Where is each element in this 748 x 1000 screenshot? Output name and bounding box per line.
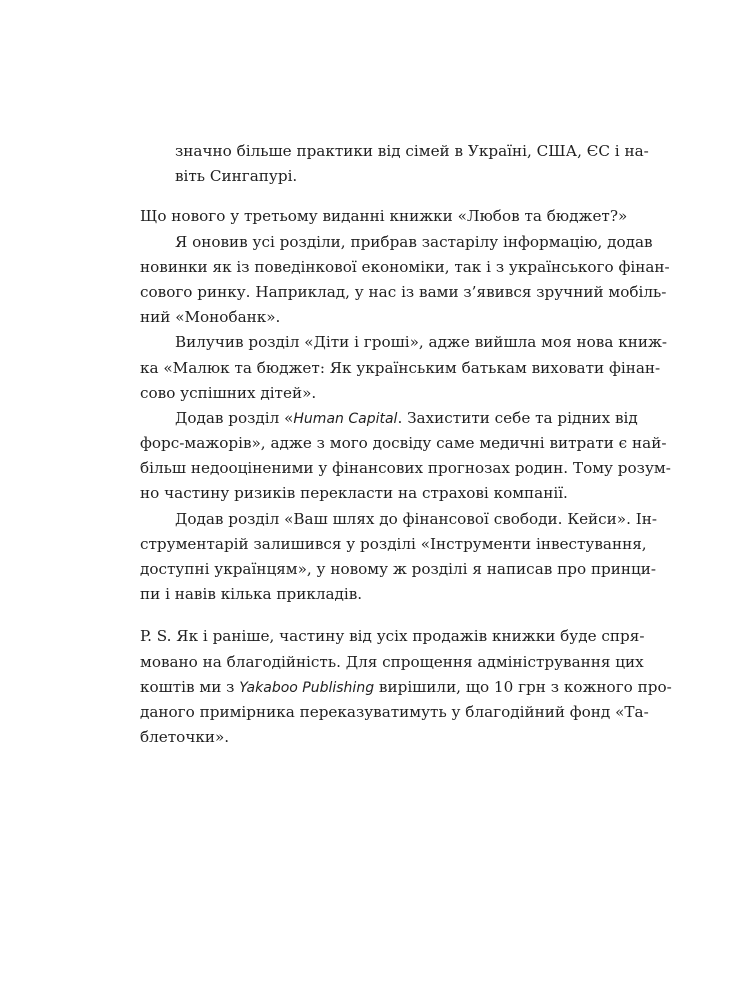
continuation-paragraph	[140, 139, 649, 189]
text-segment: коштів ми з	[140, 677, 240, 696]
text-line: пи і навів кілька прикладів.	[140, 585, 363, 604]
text-line: більш недооціненими у фінансових прогнозах родин. Тому розум-	[140, 459, 671, 478]
section-heading: Що нового у третьому виданні книжки «Любов та бюджет?»	[140, 207, 628, 226]
text-line: віть Сингапурі.	[175, 167, 298, 186]
text-line: P. S. Як і раніше, частину від усіх продажів книжки буде спря-	[140, 627, 645, 646]
spacer	[140, 189, 612, 204]
text-line: сового ринку. Наприклад, у нас із вами з’явився зручний мобіль-	[140, 282, 667, 301]
text-segment: Додав розділ «	[175, 408, 294, 427]
postscript	[140, 624, 672, 750]
text-line: Вилучив розділ «Діти і гроші», адже вийшла моя нова книж-	[175, 333, 668, 352]
text-line: мовано на благодійність. Для спрощення адміністрування цих	[140, 652, 644, 671]
text-line: ний «Монобанк».	[140, 308, 281, 327]
text-segment: . Захистити себе та рідних від	[397, 408, 638, 427]
text-line: значно більше практики від сімей в Україні, США, ЄС і на-	[175, 142, 649, 160]
italic-title: Human Capital	[293, 410, 398, 427]
paragraph-human-capital	[140, 406, 671, 507]
text-line: ка «Малюк та бюджет: Як українським батькам виховати фінан-	[140, 358, 661, 377]
text-line: новинки як із поведінкової економіки, так і з українського фінан-	[140, 257, 670, 276]
paragraph-financial-freedom	[140, 507, 658, 608]
text-line	[140, 675, 672, 700]
text-line: Я оновив усі розділи, прибрав застарілу інформацію, додав	[175, 232, 653, 251]
italic-publisher: Yakaboo Publishing	[239, 679, 375, 696]
text-line: Додав розділ «Ваш шлях до фінансової свободи. Кейси». Ін-	[175, 509, 658, 528]
text-line: струментарій залишився у розділі «Інструменти інвестування,	[140, 534, 647, 553]
text-segment: вирішили, що 10 грн з кожного про-	[374, 677, 672, 696]
text-line: форс-мажорів», адже з мого досвіду саме медичні витрати є най-	[140, 434, 667, 453]
text-line: но частину ризиків перекласти на страхові компанії.	[140, 484, 568, 503]
paragraph-removed-chapter	[140, 330, 668, 406]
text-line: даного примірника переказуватимуть у благодійний фонд «Та-	[140, 702, 649, 721]
text-line: сово успішних дітей».	[140, 383, 317, 402]
paragraph-updates	[140, 230, 670, 331]
text-line	[140, 406, 638, 431]
text-line: блеточки».	[140, 728, 230, 747]
book-page	[140, 139, 672, 750]
spacer	[140, 607, 612, 624]
text-line: доступні українцям», у новому ж розділі я написав про принци-	[140, 560, 657, 578]
